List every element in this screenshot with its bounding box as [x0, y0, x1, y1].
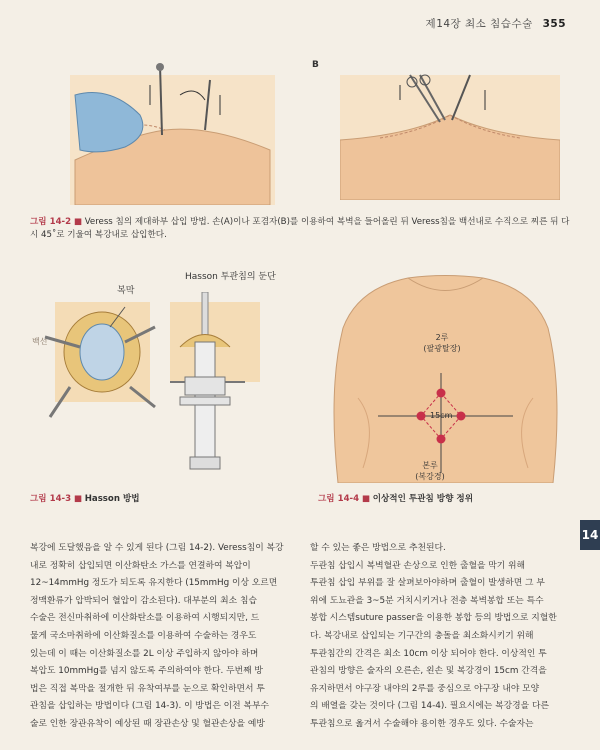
body-line: 법은 직접 복막을 절개한 뒤 유착여부를 눈으로 확인하면서 투	[30, 683, 265, 694]
body-line: 정맥환류가 압박되어 혈압이 감소된다). 대부분의 최소 침습	[30, 595, 257, 606]
caption-bullet: ■	[361, 494, 370, 504]
body-line: 위에 도뇨관을 3~5분 거치시키거나 전층 복벽봉합 또는 특수	[310, 595, 544, 606]
body-line: 술로 인한 장관유착이 예상된 때 장관손상 및 혈관손상을 예방	[30, 718, 265, 729]
second-base-label	[420, 332, 464, 354]
body-line: 복압도 10mmHg를 넘지 않도록 주의하여야 한다. 두번째 방	[30, 666, 263, 677]
home-base-line1: 본루	[422, 461, 438, 470]
panel-b-label: B	[312, 60, 319, 70]
body-line: 수술은 전신마취하에 이산화탄소를 이용하여 시행되지만, 드	[30, 613, 260, 624]
home-base-line2: (복강경)	[415, 472, 445, 481]
body-line: 투관침으로 옮겨서 수술해야 용이한 경우도 있다. 수술자는	[310, 718, 534, 729]
chapter-title: 제14장 최소 침습수술	[425, 18, 533, 30]
peritoneum-label: 복막	[117, 286, 135, 296]
body-line: 내로 정확히 삽입되면 이산화탄소 가스를 연결하여 복압이	[30, 560, 251, 571]
second-base-line2: (팔광탈장)	[423, 344, 461, 353]
second-base-line1: 2루	[435, 333, 449, 342]
body-line: 투관침간의 간격은 최소 10cm 이상 되어야 한다. 이상적인 투	[310, 648, 547, 659]
body-line: 봉합 시스템suture passer을 이용한 봉합 등의 방법으로 지혈한	[310, 613, 557, 624]
body-line: 있는데 이 때는 이산화질소를 2L 이상 주입하지 않아야 하며	[30, 648, 259, 659]
body-line: 투관침 삽입 부위를 잘 살펴보아야하며 출혈이 발생하면 그 부	[310, 578, 545, 589]
figure-14-4-torso	[318, 268, 573, 483]
caption-bullet: ■	[73, 217, 82, 227]
caption-title: 이상적인 투관침 방향 정위	[372, 494, 473, 504]
caption-number: 그림 14-3	[30, 494, 72, 504]
caption-text: Veress 침의 제대하부 삽입 방법. 손(A)이나 포겸자(B)를 이용하여 복벽을 들어올린 뒤 Veress침을 백선내로 수직으로 찌른 뒤 다시 45˚로 기울여 복강내로 삽입한다.	[30, 217, 570, 240]
figure-14-3-illustration	[40, 292, 280, 482]
body-line: 할 수 있는 좋은 방법으로 추천된다.	[310, 543, 446, 553]
figure-14-2b	[340, 60, 560, 200]
caption-number: 그림 14-4	[318, 494, 360, 504]
body-text-left	[30, 540, 298, 734]
body-line: 12~14mmHg 정도가 되도록 유지한다 (15mmHg 이상 오르면	[30, 578, 278, 589]
distance-label: 15cm	[430, 411, 453, 420]
body-line: 두관침 삽입시 복벽혈관 손상으로 인한 출혈을 막기 위해	[310, 560, 526, 571]
caption-title: Hasson 방법	[84, 494, 140, 504]
body-line: 유지하면서 야구장 내야의 2루를 중심으로 야구장 내야 모양	[310, 683, 540, 694]
body-line: 다. 복강내로 삽입되는 기구간의 충돌을 최소화시키기 위해	[310, 630, 534, 641]
caption-number: 그림 14-2	[30, 217, 72, 227]
figure-14-4-caption	[318, 493, 473, 506]
body-line: 복강에 도달했음을 알 수 있게 된다 (그림 14-2). Veress침이 복강	[30, 543, 284, 553]
hasson-label: Hasson 투관침의 둔단	[185, 272, 276, 282]
body-line: 관침을 삽입하는 방법이다 (그림 14-3). 이 방법은 이전 복부수	[30, 701, 269, 712]
body-line: 관침의 방향은 술자의 오른손, 왼손 및 복강경이 15cm 간격을	[310, 666, 547, 677]
body-line: 물게 국소마취하에 이산화질소를 이용하여 수술하는 경우도	[30, 630, 257, 641]
page-number: 355	[542, 18, 566, 30]
home-base-label	[408, 460, 452, 482]
figure-14-3-caption	[30, 493, 140, 506]
figure-14-2a	[70, 55, 275, 205]
body-text-right	[310, 540, 578, 734]
chapter-tab: 14	[580, 520, 600, 550]
caption-bullet: ■	[73, 494, 82, 504]
page-header	[426, 16, 566, 31]
figure-14-2-caption	[30, 216, 570, 242]
body-line: 의 배열을 갖는 것이다 (그림 14-4). 필요시에는 복강경을 다른	[310, 701, 549, 712]
linea-label: 백선	[32, 337, 48, 346]
